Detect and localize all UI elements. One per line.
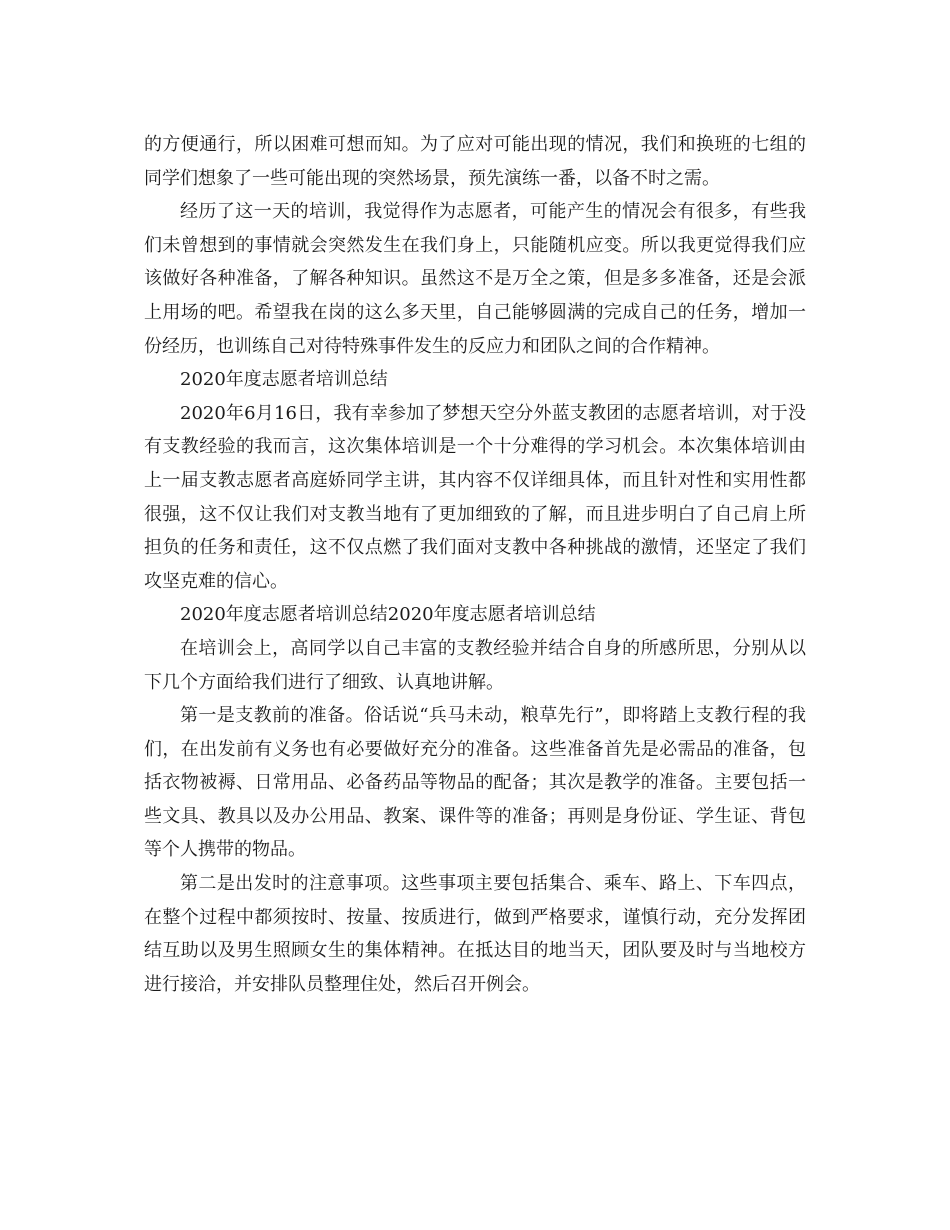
paragraph-lecture-overview: 在培训会上，高同学以自己丰富的支教经验并结合自身的所感所思，分别从以下几个方面给我们进行了细致、认真地讲解。	[144, 637, 806, 693]
section-title: 2020年度志愿者培训总结	[180, 369, 388, 391]
document-body	[144, 128, 806, 1001]
paragraph-training-intro: 2020年6月16日，我有幸参加了梦想天空分外蓝支教团的志愿者培训，对于没有支教经验的我而言，这次集体培训是一个十分难得的学习机会。本次集体培训由上一届支教志愿者高庭娇同学主讲，其内容不仅详细具体，而且针对性和实用性都很强，这不仅让我们对支教当地有了更加细致的了解，而且进步明白了自己肩上所担负的任务和责任，这不仅点燃了我们面对支教中各种挑战的激情，还坚定了我们攻坚克难的信心。	[144, 402, 806, 592]
paragraph-point-one: 第一是支教前的准备。俗话说“兵马未动，粮草先行”，即将踏上支教行程的我们，在出发前有义务也有必要做好充分的准备。这些准备首先是必需品的准备，包括衣物被褥、日常用品、必备药品等物品的配备；其次是教学的准备。主要包括一些文具、教具以及办公用品、教案、课件等的准备；再则是身份证、学生证、背包等个人携带的物品。	[144, 705, 806, 861]
section-title-repeated: 2020年度志愿者培训总结2020年度志愿者培训总结	[180, 604, 596, 626]
paragraph-continuation: 的方便通行，所以困难可想而知。为了应对可能出现的情况，我们和换班的七组的同学们想象了一些可能出现的突然场景，预先演练一番，以备不时之需。	[144, 134, 806, 189]
paragraph-reflection: 经历了这一天的培训，我觉得作为志愿者，可能产生的情况会有很多，有些我们未曾想到的事情就会突然发生在我们身上，只能随机应变。所以我更觉得我们应该做好各种准备，了解各种知识。虽然这不是万全之策，但是多多准备，还是会派上用场的吧。希望我在岗的这么多天里，自己能够圆满的完成自己的任务，增加一份经历，也训练自己对待特殊事件发生的反应力和团队之间的合作精神。	[144, 201, 806, 357]
paragraph-point-two: 第二是出发时的注意事项。这些事项主要包括集合、乘车、路上、下车四点，在整个过程中都须按时、按量、按质进行，做到严格要求，谨慎行动，充分发挥团结互助以及男生照顾女生的集体精神。在抵达目的地当天，团队要及时与当地校方进行接洽，并安排队员整理住处，然后召开例会。	[144, 873, 806, 995]
